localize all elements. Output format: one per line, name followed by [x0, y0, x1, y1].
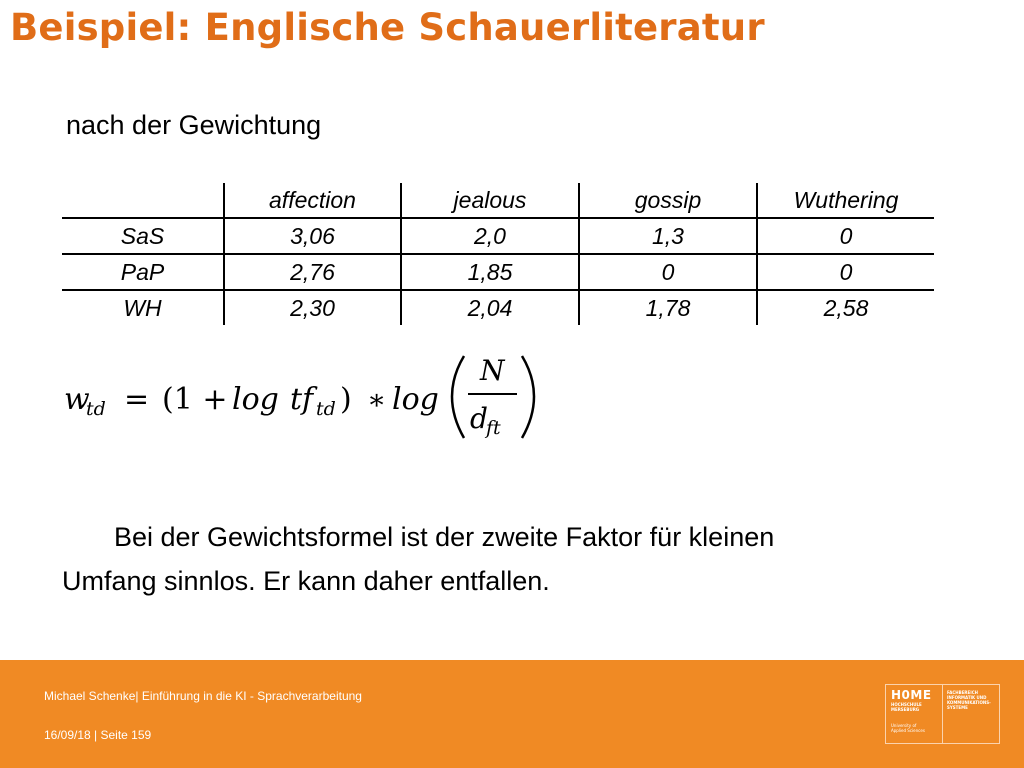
formula-lhs: w: [64, 382, 90, 417]
university-logo: [885, 684, 1000, 744]
table-header-cell: [62, 183, 224, 218]
formula-tf: tf: [290, 382, 314, 417]
table-cell: 1,85: [401, 254, 579, 290]
table-row: [62, 218, 934, 254]
formula-tf-subscript: td: [316, 398, 336, 420]
table-cell: 3,06: [224, 218, 401, 254]
formula-close-paren: ): [340, 382, 352, 417]
table-header-cell: Wuthering: [757, 183, 934, 218]
slide-title: Beispiel: Englische Schauerliteratur: [10, 6, 765, 49]
footer-bar: [0, 660, 1024, 768]
table-cell: 0: [757, 254, 934, 290]
table-cell: PaP: [62, 254, 224, 290]
table-cell: 1,78: [579, 290, 757, 325]
table-cell: SaS: [62, 218, 224, 254]
table-header-cell: affection: [224, 183, 401, 218]
explanation-paragraph: [62, 515, 972, 603]
table-cell: 2,0: [401, 218, 579, 254]
table-cell: 2,04: [401, 290, 579, 325]
table-row: [62, 290, 934, 325]
table-cell: WH: [123, 294, 162, 321]
formula-log-2: log: [392, 382, 439, 417]
table-cell: 0: [579, 254, 757, 290]
formula-lhs-subscript: td: [86, 398, 106, 420]
footer-author-course: Michael Schenke| Einführung in die KI - Sprachverarbeitung: [44, 689, 362, 703]
logo-brand: H0ME: [891, 688, 932, 702]
logo-tagline: University of Applied Sciences: [891, 723, 925, 733]
logo-subtitle: HOCHSCHULE MERSEBURG: [891, 702, 922, 712]
big-right-paren: [522, 356, 534, 438]
logo-left-panel: [886, 685, 943, 743]
table-header-row: [62, 183, 934, 218]
formula-denominator: d: [470, 402, 488, 435]
formula-log-1: log: [232, 382, 279, 417]
table-header-cell: jealous: [401, 183, 579, 218]
table-cell: 2,76: [224, 254, 401, 290]
formula-equals: =: [124, 382, 150, 417]
formula-denominator-subscript: ft: [486, 417, 501, 439]
logo-department: FACHBEREICH INFORMATIK UND KOMMUNIKATIONS- SYSTEME: [947, 690, 991, 710]
slide-subtitle: nach der Gewichtung: [66, 110, 322, 140]
table-header-cell: gossip: [579, 183, 757, 218]
weighting-formula: [62, 350, 542, 442]
paragraph-line-2: Umfang sinnlos. Er kann daher entfallen.: [62, 566, 550, 596]
weight-table: [62, 183, 934, 325]
table-cell: 2,30: [224, 290, 401, 325]
formula-times: ∗: [367, 383, 387, 416]
paragraph-line-1: Bei der Gewichtsformel ist der zweite Faktor für kleinen: [114, 522, 775, 552]
table-row: [62, 254, 934, 290]
table-cell: 0: [757, 218, 934, 254]
table-cell: 1,3: [579, 218, 757, 254]
formula-open-paren: (1 +: [162, 382, 228, 417]
table-cell: 2,58: [757, 290, 934, 325]
formula-numerator: N: [480, 354, 505, 387]
big-left-paren: [452, 356, 464, 438]
footer-date-page: 16/09/18 | Seite 159: [44, 728, 152, 742]
